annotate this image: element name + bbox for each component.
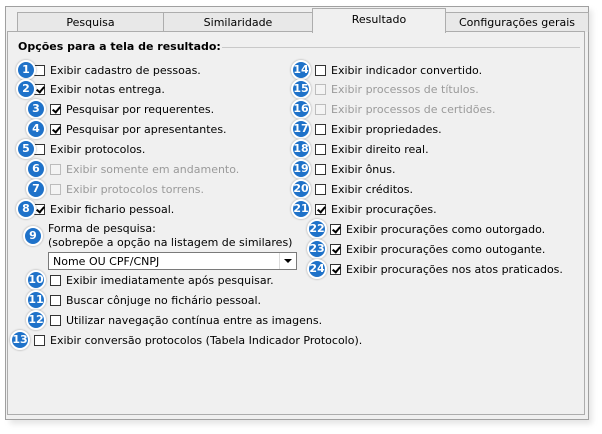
option-label: Exibir processos de certidões. — [331, 102, 496, 116]
tab-bar — [5, 8, 589, 32]
tab-configuracoes-gerais[interactable]: Configurações gerais — [445, 12, 589, 32]
checkbox[interactable] — [315, 184, 326, 195]
checkbox[interactable] — [34, 335, 45, 346]
tab-pesquisa[interactable]: Pesquisa — [17, 12, 164, 32]
checkbox[interactable] — [50, 104, 61, 115]
option-label: Buscar cônjuge no fichário pessoal. — [66, 293, 262, 307]
search-form-select[interactable] — [48, 252, 297, 270]
option-exibir-procuracoes[interactable] — [315, 201, 437, 217]
checkbox[interactable] — [50, 315, 61, 326]
callout-badge: 6 — [26, 159, 46, 179]
option-label: Exibir indicador convertido. — [331, 63, 483, 77]
search-form-hint: (sobrepõe a opção na listagem de similares) — [48, 236, 293, 249]
option-buscar-conjuge[interactable] — [50, 292, 261, 308]
callout-badge: 13 — [10, 330, 30, 350]
tab-similaridade[interactable]: Similaridade — [163, 12, 313, 32]
callout-badge: 18 — [291, 139, 311, 159]
option-exibir-onus[interactable] — [315, 161, 395, 177]
callout-badge: 8 — [16, 199, 36, 219]
option-exibir-notas-entrega[interactable] — [34, 81, 165, 97]
callout-badge: 11 — [26, 290, 46, 310]
callout-badge: 17 — [291, 119, 311, 139]
option-exibir-creditos[interactable] — [315, 181, 413, 197]
checkbox[interactable] — [330, 244, 341, 255]
callout-badge: 7 — [26, 179, 46, 199]
option-label: Pesquisar por apresentantes. — [66, 122, 227, 136]
option-label: Exibir notas entrega. — [50, 82, 165, 96]
callout-badge: 20 — [291, 179, 311, 199]
option-exibir-direito-real[interactable] — [315, 141, 429, 157]
group-title: Opções para a tela de resultado: — [18, 40, 221, 53]
option-exibir-imediatamente[interactable] — [50, 272, 274, 288]
option-label: Exibir cadastro de pessoas. — [50, 63, 201, 77]
option-exibir-conversao-protocolos[interactable] — [34, 332, 362, 348]
option-procuracoes-atos-praticados[interactable] — [330, 261, 563, 277]
group-divider — [222, 47, 580, 48]
option-exibir-processos-titulos[interactable] — [315, 81, 479, 97]
chevron-down-icon[interactable] — [279, 253, 296, 269]
callout-badge: 5 — [16, 139, 36, 159]
checkbox[interactable] — [315, 204, 326, 215]
checkbox[interactable] — [315, 124, 326, 135]
option-exibir-protocolos-torrens[interactable] — [50, 181, 204, 197]
checkbox[interactable] — [315, 144, 326, 155]
option-label: Exibir processos de títulos. — [331, 82, 479, 96]
checkbox[interactable] — [315, 65, 326, 76]
option-label: Exibir procurações como outorgado. — [346, 222, 546, 236]
search-form-label: Forma de pesquisa: — [48, 222, 156, 235]
option-procuracoes-outogante[interactable] — [330, 241, 545, 257]
callout-badge: 15 — [291, 79, 311, 99]
checkbox[interactable] — [330, 264, 341, 275]
callout-badge: 19 — [291, 159, 311, 179]
checkbox[interactable] — [50, 275, 61, 286]
option-label: Exibir propriedades. — [331, 122, 442, 136]
option-label: Pesquisar por requerentes. — [66, 102, 215, 116]
option-label: Exibir procurações. — [331, 202, 437, 216]
option-exibir-somente-andamento[interactable] — [50, 161, 239, 177]
option-label: Exibir direito real. — [331, 142, 429, 156]
callout-badge: 14 — [291, 60, 311, 80]
checkbox[interactable] — [50, 295, 61, 306]
callout-badge: 21 — [291, 199, 311, 219]
callout-badge: 1 — [16, 60, 36, 80]
checkbox[interactable] — [315, 104, 326, 115]
option-label: Exibir fichario pessoal. — [50, 202, 175, 216]
option-navegacao-continua[interactable] — [50, 312, 322, 328]
option-label: Exibir ônus. — [331, 162, 396, 176]
option-pesquisar-requerentes[interactable] — [50, 101, 214, 117]
option-label: Exibir protocolos torrens. — [66, 182, 205, 196]
callout-badge: 23 — [307, 239, 327, 259]
option-exibir-indicador-convertido[interactable] — [315, 62, 482, 78]
option-exibir-fichario-pessoal[interactable] — [34, 201, 174, 217]
option-exibir-processos-certidoes[interactable] — [315, 101, 495, 117]
option-label: Exibir créditos. — [331, 182, 413, 196]
callout-badge: 22 — [307, 219, 327, 239]
checkbox[interactable] — [50, 124, 61, 135]
checkbox[interactable] — [50, 164, 61, 175]
checkbox[interactable] — [50, 184, 61, 195]
callout-badge: 10 — [26, 270, 46, 290]
option-label: Exibir procurações como outogante. — [346, 242, 546, 256]
option-exibir-cadastro-pessoas[interactable] — [34, 62, 201, 78]
callout-badge: 16 — [291, 99, 311, 119]
select-value: Nome OU CPF/CNPJ — [53, 255, 160, 268]
callout-badge: 9 — [23, 226, 43, 246]
checkbox[interactable] — [315, 164, 326, 175]
option-label: Utilizar navegação contínua entre as imagens. — [66, 313, 323, 327]
callout-badge: 4 — [26, 119, 46, 139]
checkbox[interactable] — [330, 224, 341, 235]
option-label: Exibir imediatamente após pesquisar. — [66, 273, 274, 287]
option-label: Exibir protocolos. — [50, 142, 146, 156]
callout-badge: 12 — [26, 310, 46, 330]
checkbox[interactable] — [315, 84, 326, 95]
callout-badge: 2 — [16, 79, 36, 99]
tab-resultado[interactable]: Resultado — [312, 8, 446, 33]
option-label: Exibir procurações nos atos praticados. — [346, 262, 563, 276]
option-exibir-protocolos[interactable] — [34, 141, 145, 157]
option-label: Exibir somente em andamento. — [66, 162, 240, 176]
option-pesquisar-apresentantes[interactable] — [50, 121, 227, 137]
option-procuracoes-outorgado[interactable] — [330, 221, 545, 237]
callout-badge: 24 — [307, 259, 327, 279]
callout-badge: 3 — [26, 99, 46, 119]
option-label: Exibir conversão protocolos (Tabela Indicador Protocolo). — [50, 333, 363, 347]
option-exibir-propriedades[interactable] — [315, 121, 442, 137]
